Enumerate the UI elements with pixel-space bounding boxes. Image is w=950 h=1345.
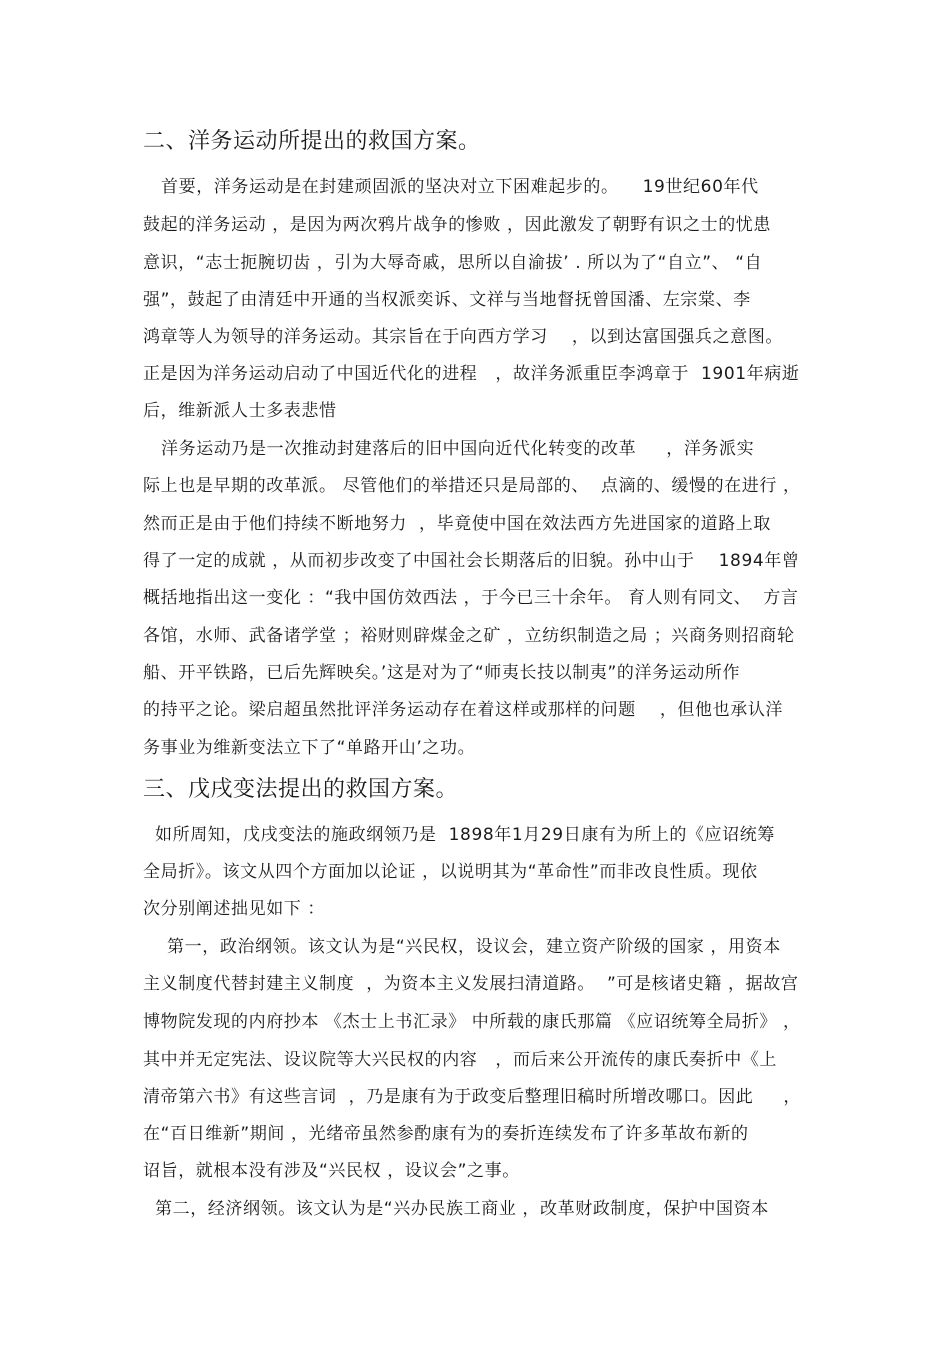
text-line: 第二，经济纲领。该文认为是“兴办民族工商业 ，改革财政制度，保护中国资本 bbox=[143, 1199, 769, 1219]
text-line: 船、开平铁路，已后先辉映矣。’这是对为了“师夷长技以制夷”的洋务运动所作 bbox=[143, 663, 741, 683]
text-line: 鸿章等人为领导的洋务运动。其宗旨在于向西方学习 ，以到达富国强兵之意图。 bbox=[143, 327, 784, 347]
section-heading-2: 二、洋务运动所提出的救国方案。 bbox=[143, 129, 481, 154]
text-line: 各馆，水师、武备诸学堂 ；裕财则辟煤金之矿 ，立纺织制造之局 ；兴商务则招商轮 bbox=[143, 626, 795, 646]
text-line: 概括地指出这一变化 ：“我中国仿效西法 ，于今已三十余年。 育人则有同文、 方言 bbox=[143, 588, 799, 608]
text-line: 清帝第六书》有这些言词 ，乃是康有为于政变后整理旧稿时所增改哪口。因此 ， bbox=[143, 1087, 802, 1107]
text-line: 第一，政治纲领。该文认为是“兴民权，设议会，建立资产阶级的国家 ，用资本 bbox=[143, 937, 781, 957]
text-line: 得了一定的成就 ，从而初步改变了中国社会长期落后的旧貌。孙中山于 1894年曾 bbox=[143, 551, 800, 571]
section-heading-3: 三、戊戌变法提出的救国方案。 bbox=[143, 777, 459, 802]
text-line: 首要，洋务运动是在封建顽固派的坚决对立下困难起步的。 19世纪60年代 bbox=[143, 177, 759, 197]
text-line: 意识，“志士扼腕切齿 ，引为大辱奇戚，思所以自渝拔’ . 所以为了“自立”、 “自 bbox=[143, 253, 763, 273]
text-line: 如所周知，戊戌变法的施政纲领乃是 1898年1月29日康有为所上的《应诏统筹 bbox=[143, 825, 775, 845]
text-line: 次分别阐述拙见如下 ： bbox=[143, 899, 326, 919]
text-line: 洋务运动乃是一次推动封建落后的旧中国向近代化转变的改革 ，洋务派实 bbox=[143, 439, 755, 459]
text-line: 在“百日维新”期间 ，光绪帝虽然参酌康有为的奏折连续发布了许多革故布新的 bbox=[143, 1124, 749, 1144]
text-line: 的持平之论。梁启超虽然批评洋务运动存在着这样或那样的问题 ，但他也承认洋 bbox=[143, 700, 784, 720]
text-line: 主义制度代替封建主义制度 ，为资本主义发展扫清道路。 ”可是核诸史籍 ，据故宫 bbox=[143, 974, 799, 994]
text-line: 际上也是早期的改革派。 尽管他们的举措还只是局部的、 点滴的、缓慢的在进行 ， bbox=[143, 476, 801, 496]
text-line: 然而正是由于他们持续不断地努力 ，毕竟使中国在效法西方先进国家的道路上取 bbox=[143, 514, 772, 534]
text-line: 其中并无定宪法、设议院等大兴民权的内容 ，而后来公开流传的康氏奏折中《上 bbox=[143, 1050, 778, 1070]
text-line: 鼓起的洋务运动 ，是因为两次鸦片战争的惨败 ，因此激发了朝野有识之士的忧患 bbox=[143, 215, 772, 235]
text-line: 博物院发现的内府抄本 《杰士上书汇录》 中所载的康氏那篇 《应诏统筹全局折》 ， bbox=[143, 1012, 801, 1032]
text-line: 后，维新派人士多表悲惜 bbox=[143, 401, 337, 421]
text-line: 全局折》。该文从四个方面加以论证 ，以说明其为“革命性”而非改良性质。现依 bbox=[143, 862, 758, 882]
text-line: 务事业为维新变法立下了“单路开山’之功。 bbox=[143, 738, 476, 758]
text-line: 强”，鼓起了由清廷中开通的当权派奕诉、文祥与当地督抚曾国潘、左宗棠、李 bbox=[143, 290, 751, 310]
text-line: 正是因为洋务运动启动了中国近代化的进程 ，故洋务派重臣李鸿章于 1901年病逝 bbox=[143, 364, 800, 384]
text-line: 诏旨，就根本没有涉及“兴民权 ，设议会”之事。 bbox=[143, 1161, 520, 1181]
